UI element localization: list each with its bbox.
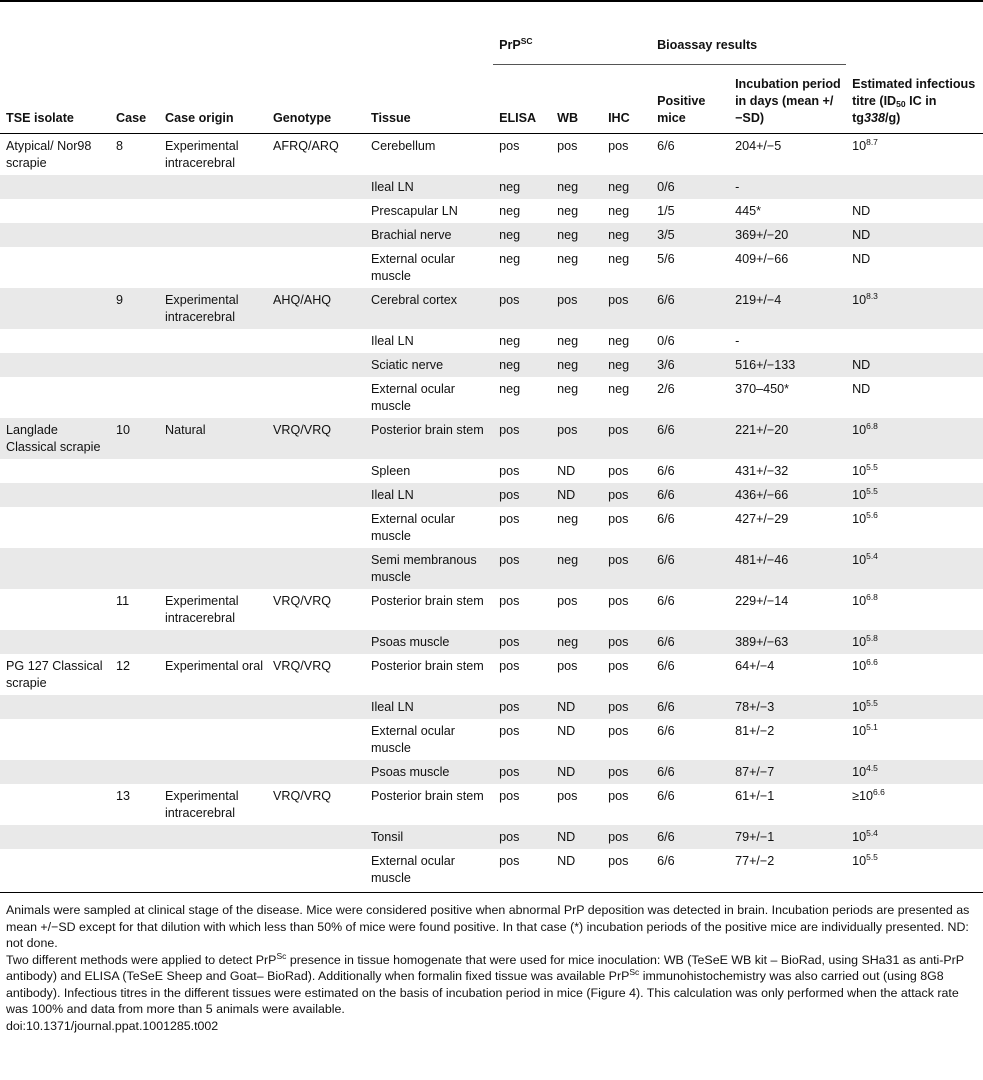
- cell-isolate: Langlade Classical scrapie: [0, 418, 110, 459]
- cell-isolate: [0, 483, 110, 507]
- cell-case: [110, 247, 159, 288]
- cell-elisa: pos: [493, 548, 551, 589]
- cell-wb: pos: [557, 594, 578, 608]
- cell-case: [110, 760, 159, 784]
- cell-case: [110, 377, 159, 418]
- cell-tissue: Psoas muscle: [365, 760, 493, 784]
- cell-wb: ND: [551, 825, 602, 849]
- cell-elisa: pos: [493, 695, 551, 719]
- cell-genotype: [267, 719, 365, 760]
- cell-elisa: neg: [493, 175, 551, 199]
- cell-origin: [159, 329, 267, 353]
- cell-origin: [159, 695, 267, 719]
- cell-tissue: Posterior brain stem: [371, 594, 484, 608]
- cell-ihc: pos: [602, 548, 651, 589]
- cell-elisa: pos: [499, 464, 520, 478]
- col-tissue: Tissue: [371, 111, 411, 125]
- cell-genotype: [267, 630, 365, 654]
- cell-ihc: pos: [608, 789, 629, 803]
- cell-origin: [159, 199, 267, 223]
- cell-elisa: pos: [499, 659, 520, 673]
- cell-incubation: 427+/−29: [735, 512, 789, 526]
- cell-case: [110, 329, 159, 353]
- cell-elisa: neg: [493, 353, 551, 377]
- cell-wb: ND: [551, 760, 602, 784]
- cell-positive-mice: 3/5: [651, 223, 729, 247]
- cell-titre: $10^{8.7}$: [852, 137, 878, 153]
- cell-elisa: pos: [499, 139, 520, 153]
- cell-tissue: External ocular muscle: [371, 854, 455, 885]
- cell-incubation: 516+/−133: [729, 353, 846, 377]
- cell-ihc: pos: [602, 760, 651, 784]
- cell-isolate: [0, 247, 110, 288]
- cell-isolate: [0, 507, 110, 548]
- cell-wb: ND: [557, 464, 576, 478]
- cell-genotype: [267, 760, 365, 784]
- cell-case: [110, 175, 159, 199]
- cell-elisa: neg: [493, 223, 551, 247]
- cell-positive-mice: 6/6: [657, 659, 675, 673]
- cell-origin: Experimental oral: [165, 659, 263, 673]
- cell-origin: [159, 719, 267, 760]
- cell-tissue: Posterior brain stem: [371, 659, 484, 673]
- col-positive-mice: Positive mice: [657, 94, 706, 125]
- cell-incubation: 481+/−46: [729, 548, 846, 589]
- cell-tissue: Cerebellum: [371, 139, 436, 153]
- cell-incubation: 389+/−63: [729, 630, 846, 654]
- cell-genotype: [267, 353, 365, 377]
- table-row: [0, 134, 983, 176]
- cell-genotype: [267, 377, 365, 418]
- cell-wb: pos: [557, 659, 578, 673]
- cell-positive-mice: 3/6: [651, 353, 729, 377]
- cell-origin: [159, 247, 267, 288]
- cell-titre: $10^{5.5}$: [852, 852, 878, 868]
- cell-positive-mice: 6/6: [651, 418, 729, 459]
- cell-origin: [159, 507, 267, 548]
- cell-isolate: Atypical/ Nor98 scrapie: [6, 139, 92, 170]
- cell-isolate: [0, 825, 110, 849]
- table-row: [0, 548, 983, 589]
- cell-origin: [159, 353, 267, 377]
- cell-incubation: 204+/−5: [735, 139, 782, 153]
- cell-wb: neg: [551, 548, 602, 589]
- cell-positive-mice: 1/5: [657, 204, 675, 218]
- cell-positive-mice: 6/6: [657, 854, 675, 868]
- cell-incubation: 445*: [735, 204, 761, 218]
- cell-tissue: External ocular muscle: [371, 382, 455, 413]
- cell-positive-mice: 2/6: [657, 382, 675, 396]
- cell-tissue: Tonsil: [365, 825, 493, 849]
- cell-incubation: 64+/−4: [735, 659, 775, 673]
- cell-origin: [159, 849, 267, 890]
- footnote-2: Two different methods were applied to detect PrP$^{Sc}$ presence in tissue homogenate that were used for mice inoculation: WB (TeSeE WB kit – BioRad, using SHa31 as anti-PrP antibody) and ELISA (TeSeE Sheep and Goat– BioRad). Additionally when formalin fixed tissue was available PrP$^{Sc}$ immunohistochemistry was also carried out (using 8G8 antibody). Infectious titres in the different tissues were estimated on the basis of incubation period in mice (Figure 4). This calculation was only performed when the attack rate was 100% and data from more than 5 animals were available.: [6, 950, 964, 1016]
- table-row: [0, 247, 983, 288]
- cell-elisa: pos: [499, 724, 520, 738]
- table-row: [0, 630, 983, 654]
- cell-genotype: [267, 459, 365, 483]
- cell-incubation: 370–450*: [735, 382, 789, 396]
- cell-genotype: [267, 483, 365, 507]
- cell-positive-mice: 6/6: [651, 288, 729, 329]
- cell-incubation: 87+/−7: [729, 760, 846, 784]
- cell-wb: neg: [551, 223, 602, 247]
- table-row: [0, 589, 983, 630]
- cell-isolate: [0, 377, 110, 418]
- cell-tissue: Posterior brain stem: [365, 418, 493, 459]
- cell-incubation: 77+/−2: [735, 854, 775, 868]
- cell-isolate: [0, 719, 110, 760]
- cell-origin: [159, 175, 267, 199]
- cell-ihc: neg: [608, 334, 630, 348]
- table-row: [0, 784, 983, 825]
- cell-tissue: Sciatic nerve: [365, 353, 493, 377]
- cell-isolate: [0, 630, 110, 654]
- cell-elisa: pos: [493, 630, 551, 654]
- cell-genotype: VRQ/VRQ: [273, 594, 332, 608]
- cell-tissue: Ileal LN: [365, 483, 493, 507]
- table-row: [0, 483, 983, 507]
- cell-elisa: pos: [499, 594, 520, 608]
- cell-genotype: VRQ/VRQ: [267, 418, 365, 459]
- cell-ihc: neg: [608, 382, 630, 396]
- cell-case: [110, 849, 159, 890]
- cell-tissue: External ocular muscle: [371, 252, 455, 283]
- col-ihc: IHC: [608, 111, 630, 125]
- cell-tissue: External ocular muscle: [371, 724, 455, 755]
- cell-case: [110, 483, 159, 507]
- cell-ihc: pos: [608, 659, 629, 673]
- cell-elisa: pos: [499, 789, 520, 803]
- cell-elisa: pos: [499, 512, 520, 526]
- cell-wb: ND: [557, 724, 576, 738]
- cell-incubation: 221+/−20: [729, 418, 846, 459]
- cell-elisa: neg: [499, 382, 521, 396]
- cell-ihc: pos: [602, 695, 651, 719]
- cell-case: [110, 548, 159, 589]
- cell-case: 11: [116, 594, 130, 608]
- cell-genotype: [267, 825, 365, 849]
- cell-ihc: pos: [602, 483, 651, 507]
- cell-genotype: [267, 247, 365, 288]
- cell-elisa: pos: [493, 483, 551, 507]
- cell-elisa: neg: [499, 204, 521, 218]
- cell-positive-mice: 6/6: [651, 483, 729, 507]
- cell-wb: neg: [551, 175, 602, 199]
- cell-incubation: -: [735, 334, 740, 348]
- cell-isolate: [0, 199, 110, 223]
- cell-positive-mice: 6/6: [651, 630, 729, 654]
- cell-case: [110, 459, 159, 483]
- cell-genotype: [267, 199, 365, 223]
- cell-titre: ND: [846, 353, 983, 377]
- cell-titre: [846, 175, 983, 199]
- table-row: [0, 507, 983, 548]
- cell-incubation: 78+/−3: [729, 695, 846, 719]
- cell-titre: $10^{8.3}$: [846, 288, 983, 329]
- cell-ihc: pos: [602, 288, 651, 329]
- cell-ihc: pos: [608, 139, 629, 153]
- col-tse-isolate: TSE isolate: [6, 111, 74, 125]
- cell-positive-mice: 6/6: [651, 695, 729, 719]
- cell-isolate: [0, 784, 110, 825]
- table-row: [0, 175, 983, 199]
- cell-isolate: [0, 223, 110, 247]
- col-titre: Estimated infectious titre ($ID_{50}$ IC in tg338/g): [852, 77, 976, 125]
- cell-tissue: Posterior brain stem: [371, 789, 484, 803]
- cell-isolate: [0, 288, 110, 329]
- cell-case: [110, 199, 159, 223]
- cell-titre: ND: [852, 204, 871, 218]
- cell-incubation: 81+/−2: [735, 724, 775, 738]
- cell-origin: [159, 483, 267, 507]
- cell-case: [110, 719, 159, 760]
- cell-positive-mice: 6/6: [651, 760, 729, 784]
- cell-wb: neg: [557, 334, 579, 348]
- cell-elisa: pos: [493, 288, 551, 329]
- cell-case: 9: [110, 288, 159, 329]
- col-case-origin: Case origin: [165, 111, 234, 125]
- cell-tissue: Ileal LN: [365, 175, 493, 199]
- cell-origin: [159, 630, 267, 654]
- cell-ihc: neg: [602, 175, 651, 199]
- cell-isolate: [0, 353, 110, 377]
- cell-case: 12: [116, 659, 131, 673]
- cell-positive-mice: 0/6: [657, 334, 675, 348]
- cell-elisa: neg: [499, 334, 521, 348]
- cell-tissue: Ileal LN: [365, 695, 493, 719]
- table-row: [0, 329, 983, 353]
- cell-wb: neg: [557, 512, 579, 526]
- cell-ihc: pos: [608, 594, 629, 608]
- cell-ihc: pos: [608, 512, 629, 526]
- cell-wb: neg: [551, 353, 602, 377]
- cell-case: [110, 507, 159, 548]
- cell-tissue: External ocular muscle: [371, 512, 455, 543]
- cell-positive-mice: 6/6: [657, 139, 675, 153]
- table-body: [0, 134, 983, 891]
- cell-incubation: 219+/−4: [729, 288, 846, 329]
- cell-titre: $10^{6.8}$: [852, 592, 878, 608]
- cell-genotype: [267, 175, 365, 199]
- cell-ihc: neg: [608, 204, 630, 218]
- cell-genotype: VRQ/VRQ: [273, 659, 332, 673]
- table-row: [0, 825, 983, 849]
- cell-titre: $10^{5.5}$: [846, 695, 983, 719]
- cell-isolate: [0, 695, 110, 719]
- cell-ihc: pos: [602, 825, 651, 849]
- col-incubation: Incubation period in days (mean +/−SD): [735, 77, 841, 125]
- cell-wb: neg: [557, 204, 579, 218]
- cell-ihc: neg: [608, 252, 630, 266]
- prpsc-group-header: PrP$^{SC}$: [493, 29, 651, 65]
- cell-isolate: [0, 329, 110, 353]
- table-bottom-rule: [0, 892, 983, 893]
- table-footnotes: [6, 902, 980, 1034]
- cell-titre: $10^{5.4}$: [846, 548, 983, 589]
- cell-incubation: 369+/−20: [729, 223, 846, 247]
- cell-elisa: pos: [499, 854, 520, 868]
- table-row: [0, 719, 983, 760]
- cell-origin: Natural: [159, 418, 267, 459]
- cell-origin: [159, 760, 267, 784]
- cell-isolate: [0, 548, 110, 589]
- cell-tissue: Spleen: [371, 464, 411, 478]
- cell-titre: ND: [846, 223, 983, 247]
- cell-incubation: 431+/−32: [735, 464, 789, 478]
- cell-genotype: [267, 695, 365, 719]
- cell-positive-mice: 0/6: [651, 175, 729, 199]
- col-wb: WB: [557, 111, 579, 125]
- cell-wb: neg: [557, 382, 579, 396]
- cell-tissue: Cerebral cortex: [365, 288, 493, 329]
- cell-wb: pos: [551, 288, 602, 329]
- cell-positive-mice: 6/6: [657, 724, 675, 738]
- cell-case: 10: [110, 418, 159, 459]
- cell-positive-mice: 6/6: [657, 594, 675, 608]
- cell-case: [110, 825, 159, 849]
- cell-origin: [159, 825, 267, 849]
- cell-origin: [159, 459, 267, 483]
- doi: doi:10.1371/journal.ppat.1001285.t002: [6, 1018, 219, 1033]
- cell-titre: $10^{5.5}$: [852, 462, 878, 478]
- table-row: [0, 418, 983, 459]
- table-row: [0, 849, 983, 890]
- cell-genotype: [267, 329, 365, 353]
- cell-origin: Experimental intracerebral: [165, 139, 239, 170]
- table-row: [0, 377, 983, 418]
- cell-titre: $10^{6.6}$: [852, 657, 878, 673]
- results-table: [0, 29, 983, 890]
- cell-ihc: pos: [608, 464, 629, 478]
- cell-titre: [846, 329, 983, 353]
- cell-tissue: Semi membranous muscle: [365, 548, 493, 589]
- cell-tissue: Prescapular LN: [371, 204, 458, 218]
- cell-origin: Experimental intracerebral: [165, 789, 239, 820]
- cell-case: [110, 353, 159, 377]
- cell-incubation: 436+/−66: [729, 483, 846, 507]
- cell-titre: $10^{5.8}$: [846, 630, 983, 654]
- cell-incubation: -: [729, 175, 846, 199]
- cell-origin: Experimental intracerebral: [159, 288, 267, 329]
- cell-isolate: [0, 459, 110, 483]
- cell-isolate: [0, 175, 110, 199]
- cell-case: [110, 695, 159, 719]
- cell-genotype: VRQ/VRQ: [273, 789, 332, 803]
- cell-wb: neg: [551, 630, 602, 654]
- cell-genotype: [267, 548, 365, 589]
- cell-ihc: neg: [602, 223, 651, 247]
- cell-wb: neg: [557, 252, 579, 266]
- cell-wb: ND: [557, 854, 576, 868]
- cell-isolate: [0, 760, 110, 784]
- table-header: [0, 29, 983, 134]
- cell-titre: $10^{5.4}$: [846, 825, 983, 849]
- col-elisa: ELISA: [499, 111, 537, 125]
- cell-positive-mice: 6/6: [651, 548, 729, 589]
- cell-positive-mice: 5/6: [657, 252, 675, 266]
- cell-positive-mice: 6/6: [657, 789, 675, 803]
- cell-genotype: AFRQ/ARQ: [273, 139, 339, 153]
- cell-positive-mice: 6/6: [651, 825, 729, 849]
- cell-wb: ND: [551, 695, 602, 719]
- cell-origin: [159, 377, 267, 418]
- table-row: [0, 695, 983, 719]
- table-row: [0, 223, 983, 247]
- cell-elisa: neg: [499, 252, 521, 266]
- cell-case: 8: [116, 139, 124, 153]
- footnote-1: Animals were sampled at clinical stage of the disease. Mice were considered positive when abnormal PrP deposition was detected in brain. Incubation periods are presented as mean +/−SD except for that dilution with which less than 50% of mice were found positive. In that case (*) incubation periods of the positive mice are individually presented. ND: not done.: [6, 903, 970, 950]
- cell-ihc: pos: [608, 854, 629, 868]
- cell-incubation: 409+/−66: [735, 252, 789, 266]
- table-row: [0, 199, 983, 223]
- cell-titre: ND: [852, 252, 871, 266]
- cell-titre: ND: [852, 382, 871, 396]
- cell-genotype: [267, 507, 365, 548]
- cell-incubation: 79+/−1: [729, 825, 846, 849]
- cell-genotype: AHQ/AHQ: [267, 288, 365, 329]
- cell-case: 13: [116, 789, 131, 803]
- table-row: [0, 459, 983, 483]
- cell-positive-mice: 6/6: [657, 464, 675, 478]
- cell-tissue: Ileal LN: [371, 334, 414, 348]
- cell-ihc: pos: [602, 630, 651, 654]
- cell-positive-mice: 6/6: [657, 512, 675, 526]
- cell-ihc: neg: [602, 353, 651, 377]
- cell-titre: $10^{4.5}$: [846, 760, 983, 784]
- cell-origin: [159, 223, 267, 247]
- bioassay-group-header: Bioassay results: [651, 29, 846, 65]
- cell-wb: pos: [557, 139, 578, 153]
- cell-tissue: Psoas muscle: [365, 630, 493, 654]
- table-row: [0, 654, 983, 695]
- cell-titre: $10^{5.6}$: [852, 510, 878, 526]
- cell-tissue: Brachial nerve: [365, 223, 493, 247]
- table-row: [0, 288, 983, 329]
- cell-origin: [159, 548, 267, 589]
- cell-case: [110, 223, 159, 247]
- table-row: [0, 353, 983, 377]
- cell-isolate: PG 127 Classical scrapie: [6, 659, 103, 690]
- table-top-rule: [0, 0, 983, 2]
- cell-elisa: pos: [493, 418, 551, 459]
- cell-case: [110, 630, 159, 654]
- cell-ihc: pos: [608, 724, 629, 738]
- cell-wb: ND: [551, 483, 602, 507]
- cell-isolate: [0, 849, 110, 890]
- cell-wb: pos: [557, 789, 578, 803]
- cell-elisa: pos: [493, 760, 551, 784]
- cell-titre: $10^{5.5}$: [846, 483, 983, 507]
- cell-genotype: [267, 223, 365, 247]
- cell-incubation: 61+/−1: [735, 789, 775, 803]
- cell-isolate: [0, 589, 110, 630]
- cell-wb: pos: [551, 418, 602, 459]
- cell-elisa: pos: [493, 825, 551, 849]
- col-genotype: Genotype: [273, 111, 332, 125]
- table-row: [0, 760, 983, 784]
- cell-ihc: pos: [602, 418, 651, 459]
- cell-titre: $10^{6.8}$: [846, 418, 983, 459]
- cell-origin: Experimental intracerebral: [165, 594, 239, 625]
- cell-incubation: 229+/−14: [735, 594, 789, 608]
- cell-genotype: [267, 849, 365, 890]
- col-case: Case: [116, 111, 147, 125]
- cell-titre: $\ge 10^{6.6}$: [852, 787, 885, 803]
- cell-titre: $10^{5.1}$: [852, 722, 878, 738]
